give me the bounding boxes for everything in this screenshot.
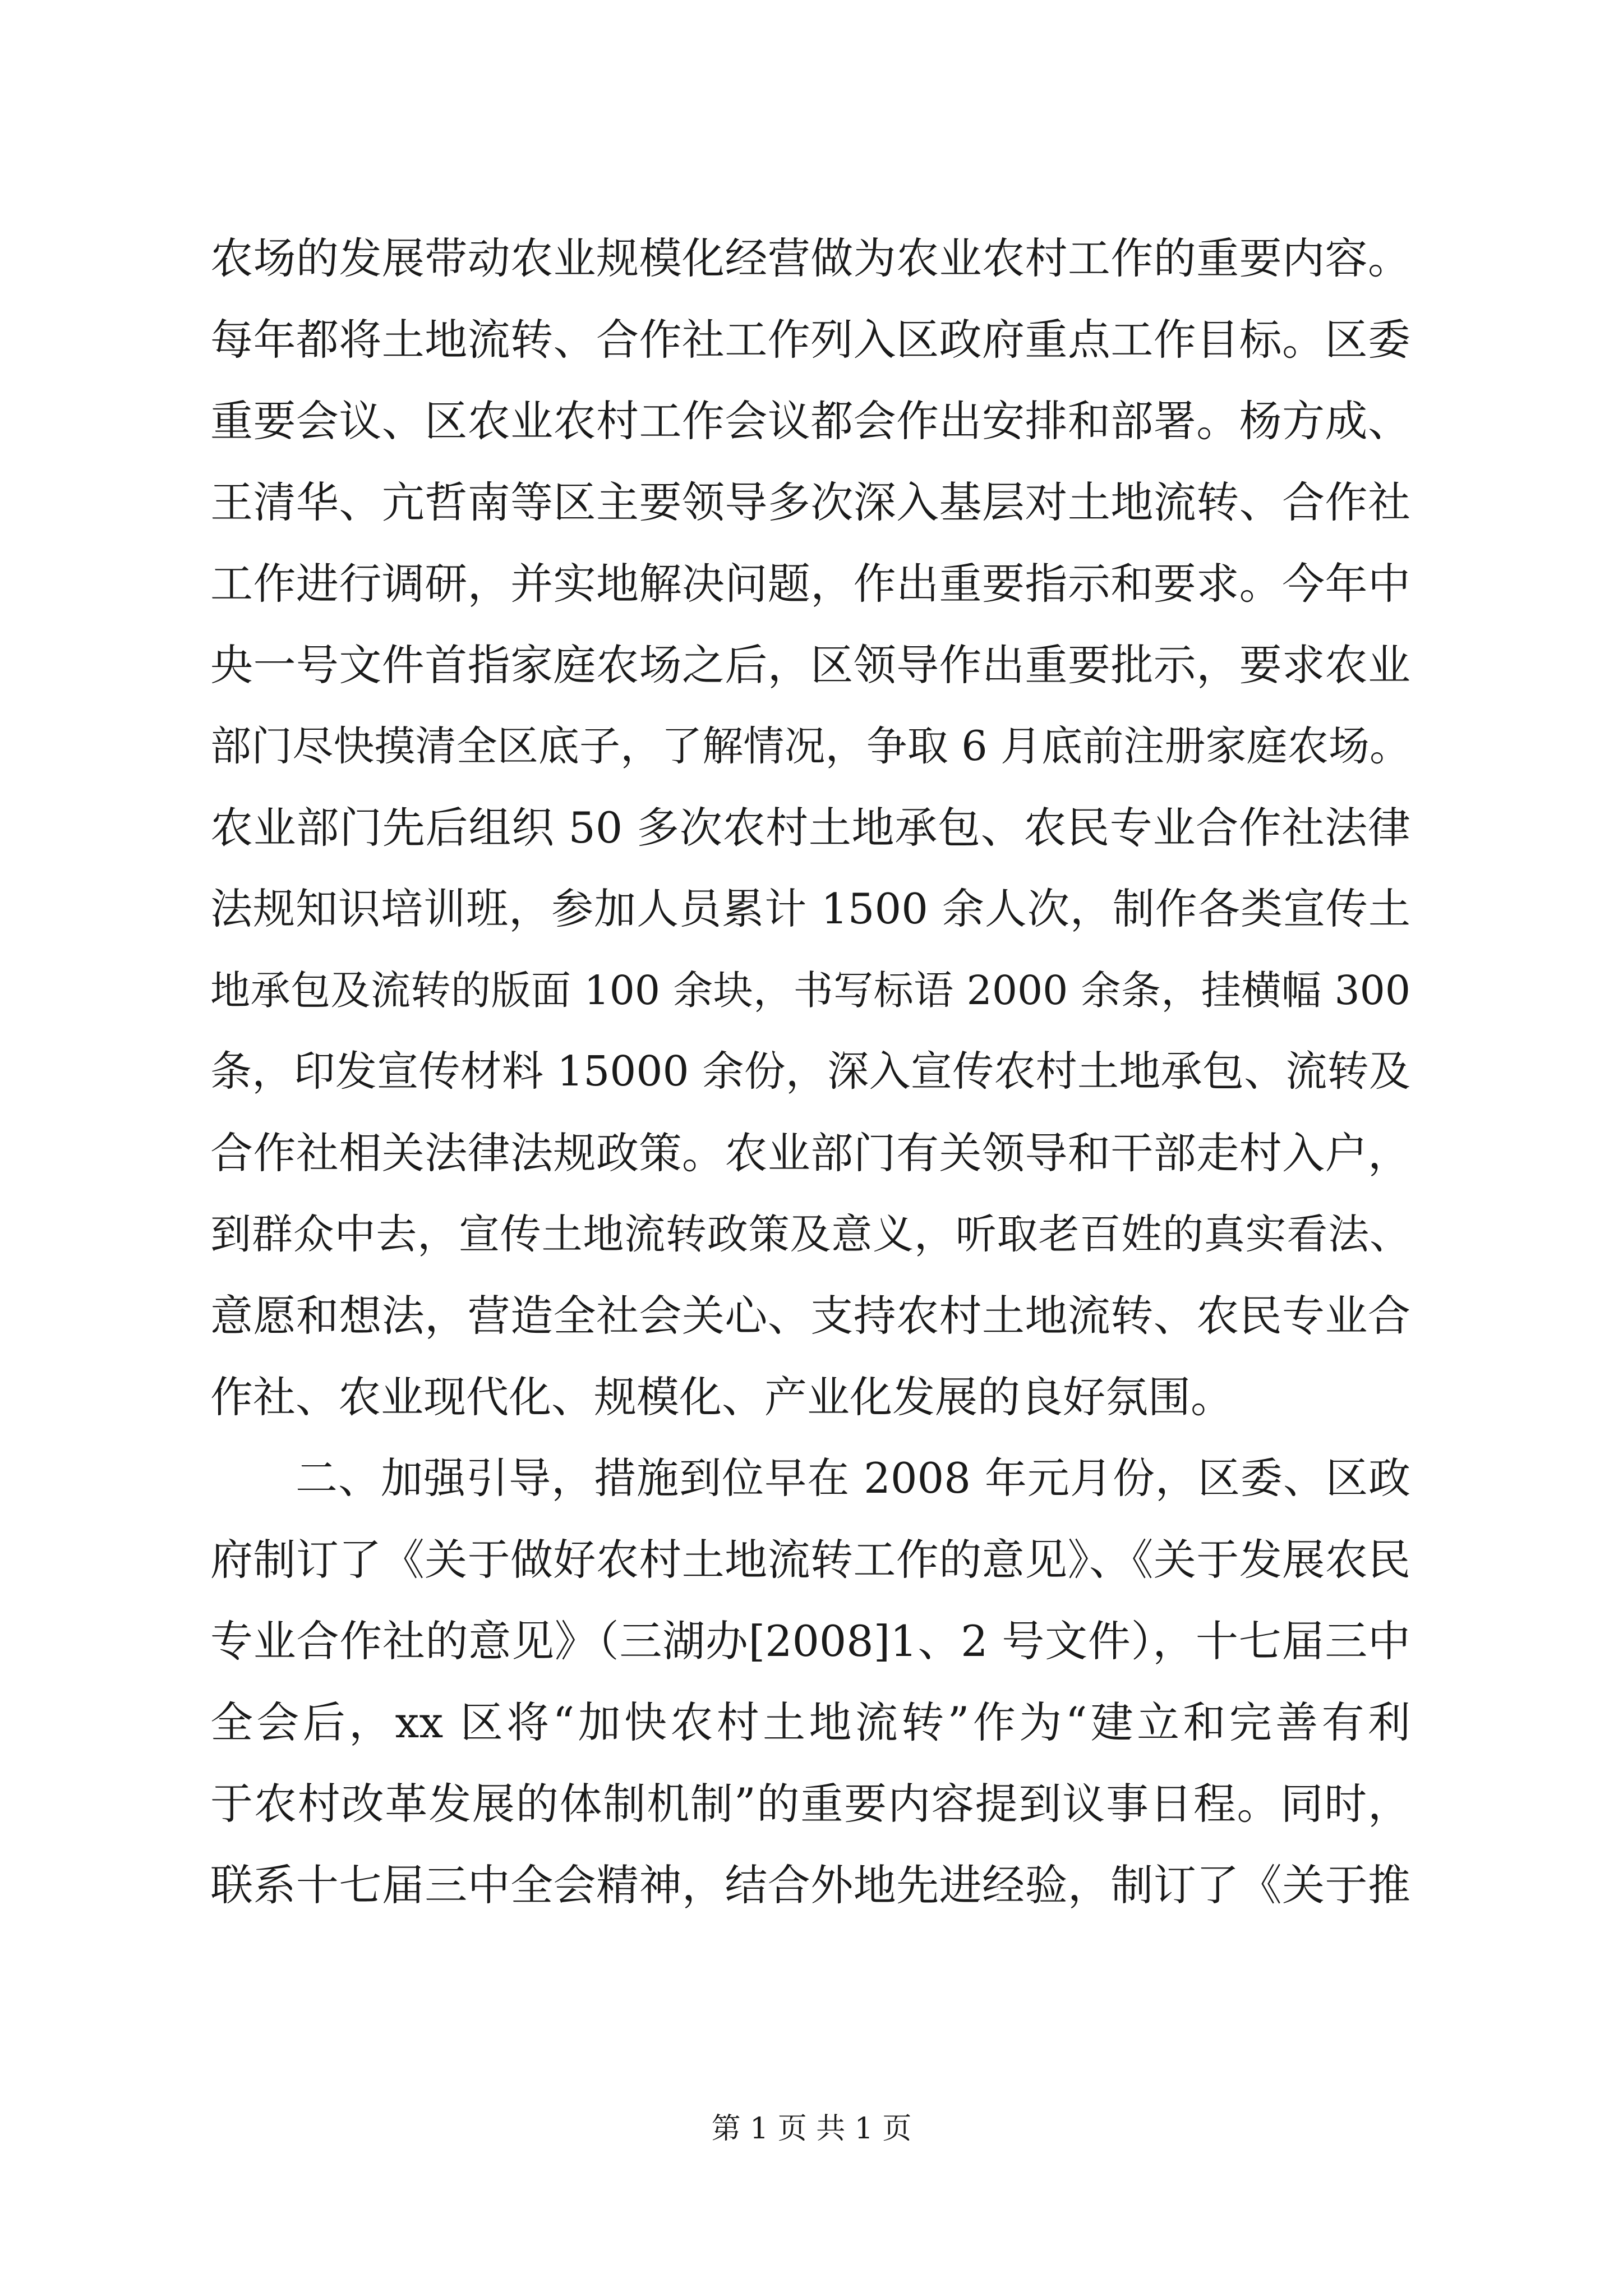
text-line: 王清华、亢哲南等区主要领导多次深入基层对土地流转、合作社 [210, 477, 1410, 527]
text-line: 条，印发宣传材料 15000 余份，深入宣传农村土地承包、流转及 [210, 1047, 1410, 1096]
text-line: 地承包及流转的版面 100 余块，书写标语 2000 余条，挂横幅 300 [210, 967, 1410, 1014]
text-line: 央一号文件首指家庭农场之后，区领导作出重要批示，要求农业 [210, 640, 1410, 690]
text-line: 联系十七届三中全会精神，结合外地先进经验，制订了《关于推 [210, 1860, 1410, 1910]
text-line: 意愿和想法，营造全社会关心、支持农村土地流转、农民专业合 [210, 1291, 1410, 1341]
text-line: 府制订了《关于做好农村土地流转工作的意见》、《关于发展农民 [210, 1535, 1410, 1585]
text-line: 专业合作社的意见》（三湖办[2008]1、2 号文件），十七届三中 [210, 1616, 1410, 1666]
text-line: 农业部门先后组织 50 多次农村土地承包、农民专业合作社法律 [210, 803, 1410, 853]
text-line: 工作进行调研，并实地解决问题，作出重要指示和要求。今年中 [210, 559, 1410, 609]
body-text [210, 218, 1410, 1926]
text-line: 合作社相关法律法规政策。农业部门有关领导和干部走村入户， [210, 1128, 1410, 1178]
page-footer: 第 1 页 共 1 页 [711, 2112, 912, 2146]
text-line: 作社、农业现代化、规模化、产业化发展的良好氛围。 [210, 1372, 1233, 1422]
text-line: 重要会议、区农业农村工作会议都会作出安排和部署。杨方成、 [210, 396, 1410, 446]
text-line: 部门尽快摸清全区底子，了解情况，争取 6 月底前注册家庭农场。 [210, 723, 1410, 770]
text-line: 于农村改革发展的体制机制”的重要内容提到议事日程。同时， [210, 1779, 1410, 1829]
text-line: 法规知识培训班，参加人员累计 1500 余人次，制作各类宣传土 [210, 884, 1410, 933]
text-line: 二、加强引导，措施到位早在 2008 年元月份，区委、区政 [296, 1453, 1410, 1503]
text-line: 全会后，xx 区将“加快农村土地流转”作为“建立和完善有利 [210, 1697, 1410, 1747]
text-line: 农场的发展带动农业规模化经营做为农业农村工作的重要内容。 [210, 233, 1410, 283]
text-line: 到群众中去，宣传土地流转政策及意义，听取老百姓的真实看法、 [210, 1211, 1410, 1258]
text-line: 每年都将土地流转、合作社工作列入区政府重点工作目标。区委 [210, 315, 1410, 365]
